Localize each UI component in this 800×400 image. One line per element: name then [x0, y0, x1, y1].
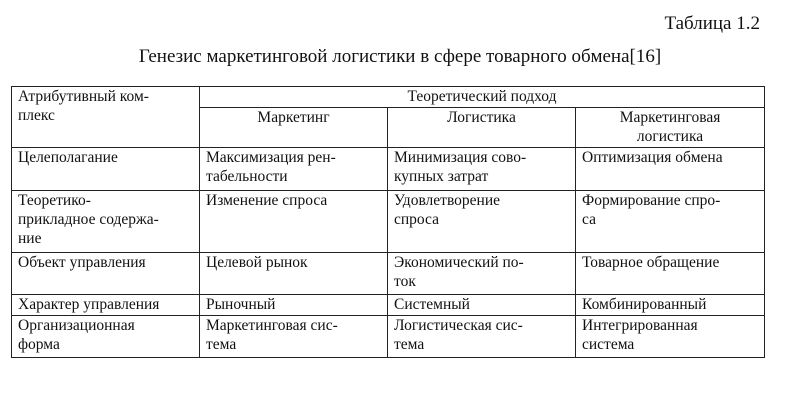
row-attribute-cell — [12, 316, 200, 358]
column-header-logistics: Логистика — [388, 108, 576, 148]
cell-line: Интегрированная — [582, 317, 698, 334]
cell-line: тема — [394, 336, 425, 353]
cell-line: Теоретико- — [18, 192, 91, 209]
row-attribute-cell: Объект управления — [12, 253, 200, 295]
cell-line: купных затрат — [394, 168, 489, 185]
table-cell — [388, 191, 576, 253]
cell-line: Экономический по- — [394, 254, 524, 271]
table-row — [12, 148, 765, 191]
attribute-complex-header-line-2: плекс — [18, 107, 55, 124]
table-cell — [200, 148, 388, 191]
table-cell — [388, 148, 576, 191]
table-cell: Целевой рынок — [200, 253, 388, 295]
table-cell — [576, 316, 765, 358]
table-row — [12, 191, 765, 253]
row-attribute-cell: Целеполагание — [12, 148, 200, 191]
table-cell: Оптимизация обмена — [576, 148, 765, 191]
table-cell — [576, 191, 765, 253]
table-cell: Изменение спроса — [200, 191, 388, 253]
table-cell: Системный — [388, 295, 576, 316]
cell-line: са — [582, 211, 596, 228]
table-number-caption: Таблица 1.2 — [664, 13, 760, 34]
cell-line: Маркетинговая сис- — [206, 317, 338, 334]
table-cell: Товарное обращение — [576, 253, 765, 295]
column-header-marketing-logistics-line-1: Маркетинговая — [619, 109, 721, 126]
cell-line: тема — [206, 336, 237, 353]
cell-line: Логистическая сис- — [394, 317, 523, 334]
table-cell — [388, 316, 576, 358]
cell-line: Максимизация рен- — [206, 149, 336, 166]
attribute-complex-header-line-1: Атрибутивный ком- — [18, 88, 149, 105]
column-header-marketing: Маркетинг — [200, 108, 388, 148]
table-row — [12, 253, 765, 295]
table-cell: Комбинированный — [576, 295, 765, 316]
cell-line: Формирование спро- — [582, 192, 721, 209]
table-cell — [388, 253, 576, 295]
cell-line: прикладное содержа- — [18, 211, 159, 228]
cell-line: форма — [18, 336, 60, 353]
table-header-row — [12, 87, 765, 108]
attribute-complex-header — [12, 87, 200, 148]
genesis-table — [11, 86, 765, 358]
row-attribute-cell — [12, 191, 200, 253]
column-header-marketing-logistics — [576, 108, 765, 148]
cell-line: Организационная — [18, 317, 135, 334]
table-cell — [200, 316, 388, 358]
table-row — [12, 295, 765, 316]
cell-line: табельности — [206, 168, 288, 185]
theoretical-approach-header: Теоретический подход — [200, 87, 765, 108]
column-header-marketing-logistics-line-2: логистика — [636, 128, 704, 145]
cell-line: спроса — [394, 211, 440, 228]
table-title: Генезис маркетинговой логистики в сфере товарного обмена[16] — [138, 46, 662, 67]
table-row — [12, 316, 765, 358]
table-cell: Рыночный — [200, 295, 388, 316]
row-attribute-cell: Характер управления — [12, 295, 200, 316]
cell-line: Минимизация сово- — [394, 149, 527, 166]
cell-line: система — [582, 336, 635, 353]
cell-line: ние — [18, 230, 42, 247]
cell-line: Удовлетворение — [394, 192, 501, 209]
cell-line: ток — [394, 273, 416, 290]
